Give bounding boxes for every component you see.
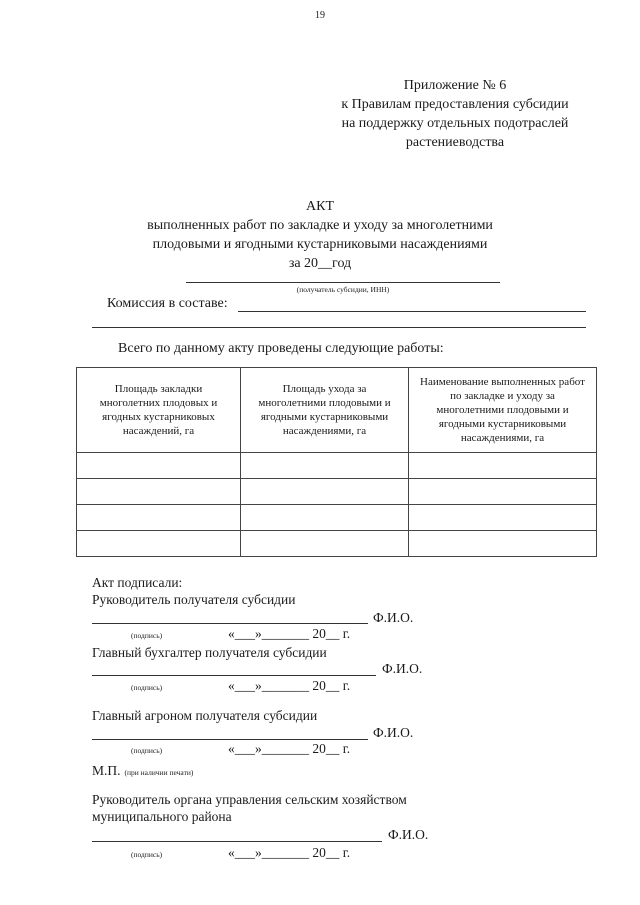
table-cell[interactable]: [77, 505, 241, 531]
appendix-line: Приложение № 6: [403, 78, 507, 93]
signature-line[interactable]: [92, 623, 368, 624]
table-cell[interactable]: [241, 453, 409, 479]
table-header-cell: [241, 368, 409, 453]
header-text: Площадь ухода за многолетними плодовыми и ягодными кустарниковыми насаждениями, га: [258, 383, 391, 437]
commission-label: Комиссия в составе:: [107, 296, 228, 311]
fio-label: Ф.И.О.: [382, 661, 423, 676]
table-cell[interactable]: [409, 505, 597, 531]
municipal-role-2: муниципального района: [92, 809, 232, 824]
table-row: [77, 531, 597, 557]
header-text: Площадь закладки многолетних плодовых и ягодных кустарниковых насаждений, га: [99, 383, 218, 437]
signature-line[interactable]: [92, 739, 368, 740]
table-header-row: [77, 368, 597, 453]
date-field[interactable]: «___»_______ 20__ г.: [228, 626, 351, 641]
works-table: [76, 367, 597, 557]
stamp-label: М.П.: [92, 763, 121, 778]
table-cell[interactable]: [77, 531, 241, 557]
signatory-role: Главный бухгалтер получателя субсидии: [92, 645, 327, 660]
recipient-hint: (получатель субсидии, ИНН): [296, 285, 390, 294]
date-field[interactable]: «___»_______ 20__ г.: [228, 678, 351, 693]
page-number: 19: [315, 10, 325, 21]
signatory-role: Главный агроном получателя субсидии: [92, 708, 318, 723]
appendix-line: растениеводства: [405, 135, 505, 150]
appendix-block: [330, 76, 580, 152]
signed-label: Акт подписали:: [92, 575, 183, 590]
table-cell[interactable]: [241, 479, 409, 505]
date-field[interactable]: «___»_______ 20__ г.: [228, 741, 351, 756]
fio-label: Ф.И.О.: [388, 827, 429, 842]
table-cell[interactable]: [409, 531, 597, 557]
table-cell[interactable]: [409, 479, 597, 505]
title-line: плодовыми и ягодными кустарниковыми насаждениями: [152, 237, 488, 252]
signature-hint: (подпись): [131, 683, 163, 692]
table-cell[interactable]: [241, 531, 409, 557]
date-field[interactable]: «___»_______ 20__ г.: [228, 845, 351, 860]
table-header-cell: [77, 368, 241, 453]
table-row: [77, 479, 597, 505]
appendix-line: к Правилам предоставления субсидии: [341, 97, 569, 112]
signature-hint: (подпись): [131, 746, 163, 755]
table-cell[interactable]: [409, 453, 597, 479]
title-line: за 20__год: [288, 256, 352, 271]
table-cell[interactable]: [241, 505, 409, 531]
table-row: [77, 505, 597, 531]
commission-line-2[interactable]: [92, 327, 586, 328]
title-line: АКТ: [306, 199, 334, 214]
table-header-cell: [409, 368, 597, 453]
commission-line[interactable]: [238, 311, 586, 312]
table-cell[interactable]: [77, 479, 241, 505]
document-title: [0, 197, 640, 273]
signatory-role: Руководитель получателя субсидии: [92, 592, 296, 607]
title-line: выполненных работ по закладке и уходу за многолетними: [147, 218, 493, 233]
fio-label: Ф.И.О.: [373, 725, 414, 740]
signature-hint: (подпись): [131, 850, 163, 859]
header-text: Наименование выполненных работ по закладке и уходу за многолетними плодовыми и ягодными кустарниковыми насаждениями, га: [420, 376, 585, 444]
appendix-line: на поддержку отдельных подотраслей: [341, 116, 569, 131]
municipal-role: Руководитель органа управления сельским хозяйством: [92, 792, 407, 807]
table-row: [77, 453, 597, 479]
stamp-hint: (при наличии печати): [124, 768, 194, 777]
stamp-block: [92, 762, 193, 780]
works-intro: Всего по данному акту проведены следующие работы:: [118, 341, 444, 356]
recipient-line[interactable]: [186, 282, 500, 283]
fio-label: Ф.И.О.: [373, 610, 414, 625]
signature-line[interactable]: [92, 675, 376, 676]
table-cell[interactable]: [77, 453, 241, 479]
signature-line[interactable]: [92, 841, 382, 842]
signature-hint: (подпись): [131, 631, 163, 640]
